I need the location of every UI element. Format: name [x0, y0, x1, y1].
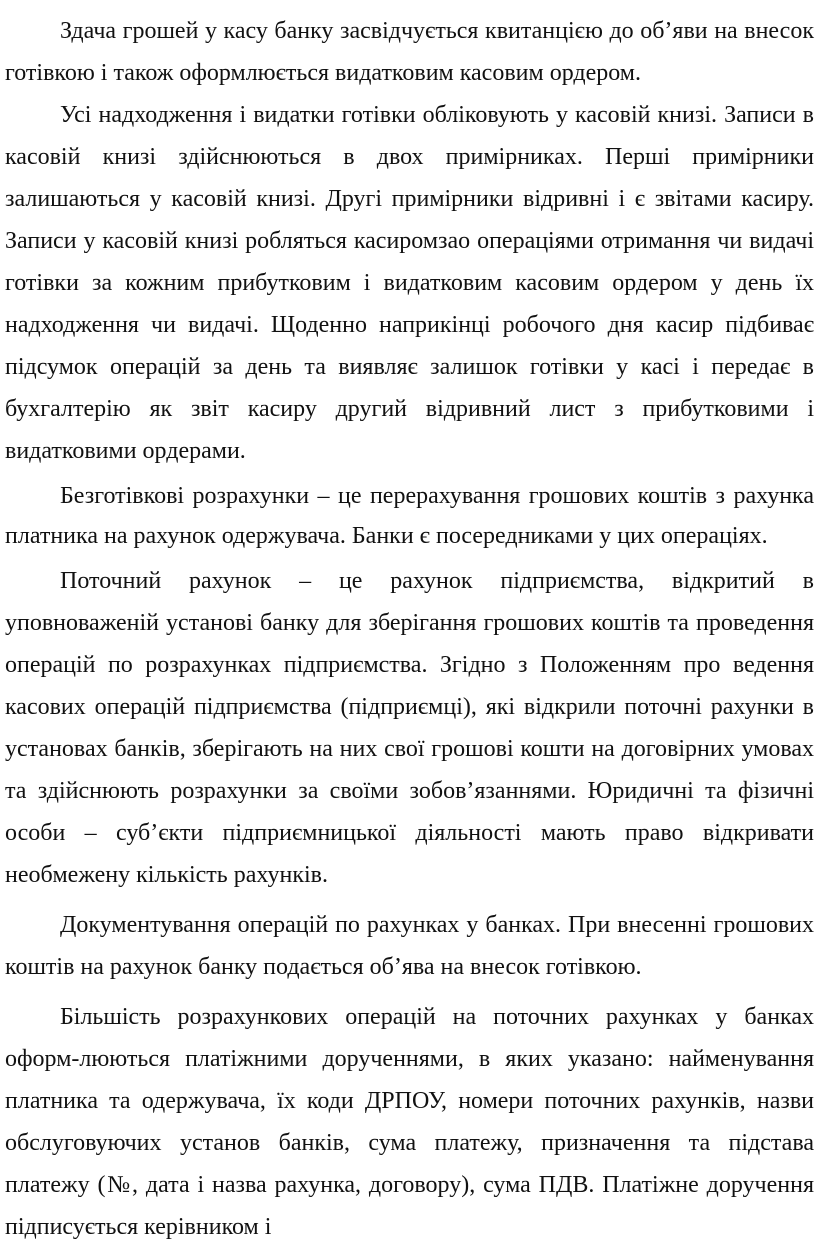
paragraph-payment-orders: Більшість розрахункових операцій на поточних рахунках у банках оформ-люються платіжними дорученнями, в яких указано: найменування платника та одержувача, їх коди ДРПОУ, номери поточних рахунків, назви обслуговуючих установ банків, сума платежу, призначення та підстава платежу (№, дата і назва рахунка, договору), сума ПДВ. Платіжне доручення підписується керівником і: [5, 1004, 814, 1240]
paragraph-bank-documentation: Документування операцій по рахунках у банках. При внесенні грошових коштів на рахунок банку подається об’ява на внесок готівкою.: [5, 912, 814, 980]
paragraph-current-account: Поточний рахунок – це рахунок підприємства, відкритий в уповноваженій установі банку для зберігання грошових коштів та проведення операцій по розрахунках підприємства. Згідно з Положенням про ведення касових операцій підприємства (підприємці), які відкрили поточні рахунки в установах банків, зберігають на них свої грошові кошти на договірних умовах та здійснюють розрахунки за своїми зобов’язаннями. Юридичні та фізичні особи – суб’єкти підприємницької діяльності мають право відкривати необмежену кількість рахунків.: [5, 568, 814, 888]
paragraph-cashless-payments: Безготівкові розрахунки – це перерахування грошових коштів з рахунка платника на рахунок одержувача. Банки є посередниками у цих операціях.: [5, 483, 814, 549]
paragraph-cash-book: Усі надходження і видатки готівки обліковують у касовій книзі. Записи в касовій книзі здійснюються в двох примірниках. Перші примірники залишаються у касовій книзі. Другі примірники відривні і є звітами касиру. Записи у касовій книзі робляться касиромзао операціями отримання чи видачі готівки за кожним прибутковим і видатковим касовим ордером у день їх надходження чи видачі. Щоденно наприкінці робочого дня касир підбиває підсумок операцій за день та виявляє залишок готівки у касі і передає в бухгалтерію як звіт касиру другий відривний лист з прибутковими і видатковими ордерами.: [5, 102, 814, 464]
paragraph-cash-deposit: Здача грошей у касу банку засвідчується квитанцією до об’яви на внесок готівкою і також оформлюється видатковим касовим ордером.: [5, 18, 814, 86]
